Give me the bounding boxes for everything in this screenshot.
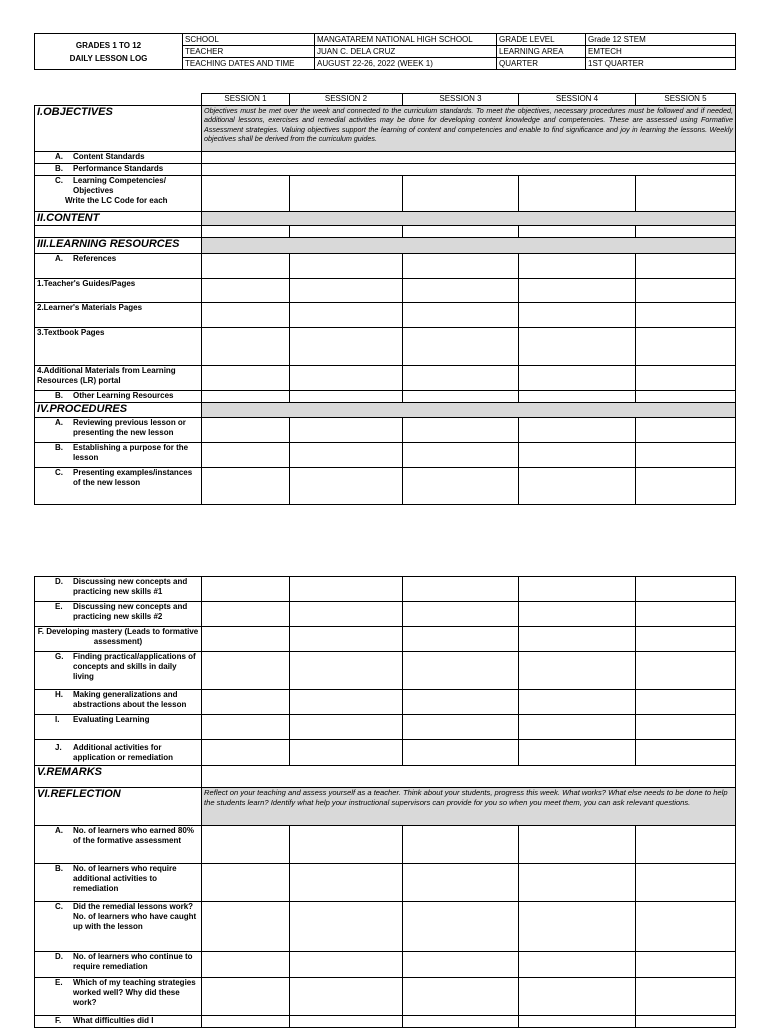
reflection-c-label: C. Did the remedial lessons work? No. of learners who have caught up with the lesson xyxy=(35,902,202,952)
reflection-d-label: D. No. of learners who continue to require remediation xyxy=(35,952,202,978)
procedure-h-label: H. Making generalizations and abstractions about the lesson xyxy=(35,690,202,715)
dates-label: TEACHING DATES AND TIME xyxy=(183,58,315,70)
quarter-label: QUARTER xyxy=(497,58,586,70)
remarks-cell[interactable] xyxy=(202,766,736,788)
references-label: A. References xyxy=(35,254,202,279)
session-4-header: SESSION 4 xyxy=(519,94,636,106)
title-line-2: DAILY LESSON LOG xyxy=(69,53,148,63)
reflection-a-label: A. No. of learners who earned 80% of the formative assessment xyxy=(35,826,202,864)
teacher-value: JUAN C. DELA CRUZ xyxy=(315,46,497,58)
session-header-row xyxy=(35,94,736,106)
objectives-heading: I.OBJECTIVES xyxy=(35,106,202,152)
school-value: MANGATAREM NATIONAL HIGH SCHOOL xyxy=(315,34,497,46)
school-label: SCHOOL xyxy=(183,34,315,46)
dates-value: AUGUST 22-26, 2022 (WEEK 1) xyxy=(315,58,497,70)
learning-area-value: EMTECH xyxy=(586,46,736,58)
quarter-value: 1ST QUARTER xyxy=(586,58,736,70)
resources-gray-bar xyxy=(202,238,736,254)
grade-level-label: GRADE LEVEL xyxy=(497,34,586,46)
procedure-b-label: B. Establishing a purpose for the lesson xyxy=(35,443,202,468)
procedure-g-label: G. Finding practical/applications of concepts and skills in daily living xyxy=(35,652,202,690)
other-resources-label: B. Other Learning Resources xyxy=(35,391,202,403)
lesson-log-table-part2 xyxy=(34,576,736,1028)
procedures-gray-bar xyxy=(202,403,736,418)
title-line-1: GRADES 1 TO 12 xyxy=(75,40,142,50)
performance-standards-cell[interactable] xyxy=(202,164,736,176)
lc-s3[interactable] xyxy=(403,176,519,212)
learning-resources-heading: III.LEARNING RESOURCES xyxy=(35,238,202,254)
header-table xyxy=(34,33,736,70)
content-gray-bar xyxy=(202,212,736,226)
procedure-i-label: I. Evaluating Learning xyxy=(35,715,202,740)
textbook-pages-label: 3.Textbook Pages xyxy=(35,328,202,366)
procedure-j-label: J. Additional activities for application or remediation xyxy=(35,740,202,766)
procedure-a-label: A. Reviewing previous lesson or presenting the new lesson xyxy=(35,418,202,443)
reflection-f-label: F. What difficulties did I xyxy=(35,1016,202,1028)
content-standards-cell[interactable] xyxy=(202,152,736,164)
reflection-note: Reflect on your teaching and assess yourself as a teacher. Think about your students, progress this week. What works? What else needs to be done to help the students learn? Identify what help your instructional supervisors can provide for you so when you meet them, you can ask relevant questions. xyxy=(202,788,736,826)
session-3-header: SESSION 3 xyxy=(403,94,519,106)
grade-level-value: Grade 12 STEM xyxy=(586,34,736,46)
session-1-header: SESSION 1 xyxy=(202,94,290,106)
performance-standards-label: B. Performance Standards xyxy=(35,164,202,176)
objectives-note: Objectives must be met over the week and connected to the curriculum standards. To meet the objectives, necessary procedures must be followed and if needed, additional lessons, exercises and remedial activities may be done for developing content knowledge and competencies. These are assessed using Formative Assessment strategies. Valuing objectives support the learning of content and competencies and enable to find significance and joy in learning the lessons. Weekly objectives shall be derived from the curriculum guides. xyxy=(202,106,736,152)
content-standards-label: A. Content Standards xyxy=(35,152,202,164)
learning-area-label: LEARNING AREA xyxy=(497,46,586,58)
session-2-header: SESSION 2 xyxy=(290,94,403,106)
lc-s5[interactable] xyxy=(636,176,736,212)
procedure-f-label: F. Developing mastery (Leads to formative assessment) xyxy=(35,627,202,652)
teachers-guides-label: 1.Teacher's Guides/Pages xyxy=(35,279,202,303)
lc-s2[interactable] xyxy=(290,176,403,212)
procedure-c-label: C. Presenting examples/instances of the new lesson xyxy=(35,468,202,505)
procedure-d-label: D. Discussing new concepts and practicing new skills #1 xyxy=(35,577,202,602)
dll-title xyxy=(35,34,183,70)
procedures-heading: IV.PROCEDURES xyxy=(35,403,202,418)
remarks-heading: V.REMARKS xyxy=(35,766,202,788)
teacher-label: TEACHER xyxy=(183,46,315,58)
reflection-heading: VI.REFLECTION xyxy=(35,788,202,826)
procedure-e-label: E. Discussing new concepts and practicing new skills #2 xyxy=(35,602,202,627)
additional-materials-label: 4.Additional Materials from Learning Resources (LR) portal xyxy=(35,366,202,391)
lesson-log-table-part1 xyxy=(34,93,736,505)
learners-materials-label: 2.Learner's Materials Pages xyxy=(35,303,202,328)
content-heading: II.CONTENT xyxy=(35,212,202,226)
session-5-header: SESSION 5 xyxy=(636,94,736,106)
lc-code-note: Write the LC Code for each xyxy=(65,196,168,205)
lc-s1[interactable] xyxy=(202,176,290,212)
learning-competencies-label: C. Learning Competencies/ Objectives Write the LC Code for each xyxy=(35,176,202,212)
reflection-b-label: B. No. of learners who require additional activities to remediation xyxy=(35,864,202,902)
lc-s4[interactable] xyxy=(519,176,636,212)
reflection-e-label: E. Which of my teaching strategies worked well? Why did these work? xyxy=(35,978,202,1016)
